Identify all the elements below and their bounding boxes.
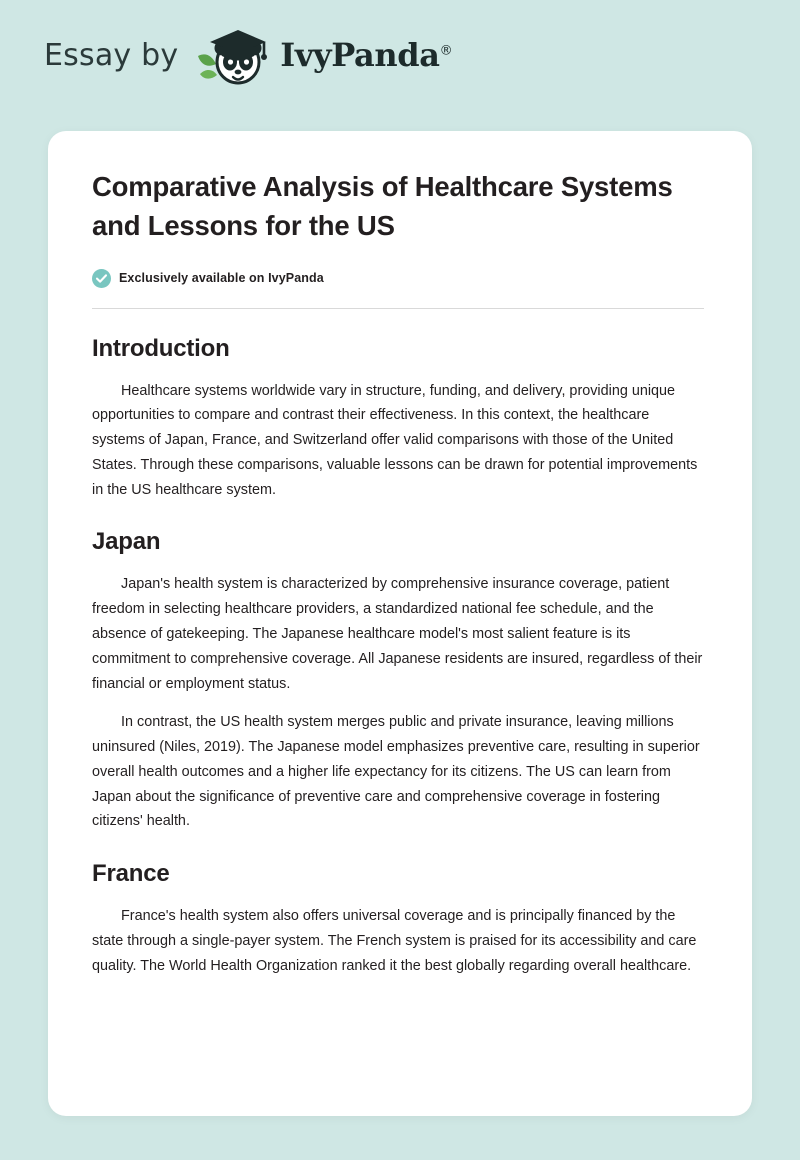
- brand-name-text: IvyPanda: [280, 36, 440, 74]
- site-brand-header: [0, 0, 800, 72]
- panda-graduate-icon: [192, 22, 278, 88]
- essay-by-label: Essay by: [44, 37, 179, 73]
- exclusive-badge: [92, 269, 704, 288]
- section-heading-japan: Japan: [92, 528, 161, 556]
- paragraph: France's health system also offers universal coverage and is principally financed by the state through a single-payer system. The French system is praised for its accessibility and care quality. The World Health Organization ranked it the best globally regarding overall healthcare.: [92, 908, 697, 974]
- check-circle-icon: [92, 269, 111, 288]
- paragraph: In contrast, the US health system merges public and private insurance, leaving millions uninsured (Niles, 2019). The Japanese model emphasizes preventive care, resulting in superior overall health outcomes and a higher life expectancy for its citizens. The US can learn from Japan about the significance of preventive care and comprehensive coverage in fostering citizens' health.: [92, 714, 700, 830]
- section-heading-france: France: [92, 860, 170, 888]
- section-heading-introduction: Introduction: [92, 334, 230, 362]
- title-divider: [92, 308, 704, 309]
- document-body: [74, 167, 722, 978]
- paragraph: Japan's health system is characterized by comprehensive insurance coverage, patient freedom in selecting healthcare providers, a standardized national fee schedule, and the absence of gatekeeping. The Japanese healthcare model's most salient feature is its commitment to comprehensive coverage. All Japanese residents are insured, regardless of their financial or employment status.: [92, 576, 703, 692]
- registered-mark: ®: [439, 43, 453, 59]
- document-sheet: [48, 131, 752, 1116]
- page-title: Comparative Analysis of Healthcare Systems and Lessons for the US: [92, 171, 673, 242]
- exclusive-badge-label: Exclusively available on IvyPanda: [119, 271, 324, 286]
- ivypanda-logo[interactable]: [192, 22, 452, 88]
- brand-name: [280, 36, 452, 74]
- paragraph: Healthcare systems worldwide vary in structure, funding, and delivery, providing unique opportunities to compare and contrast their effectiveness. In this context, the healthcare systems of Japan, France, and Switzerland offer valid comparisons with those of the United States. Through these comparisons, valuable lessons can be drawn for potential improvements in the US healthcare system.: [92, 382, 698, 498]
